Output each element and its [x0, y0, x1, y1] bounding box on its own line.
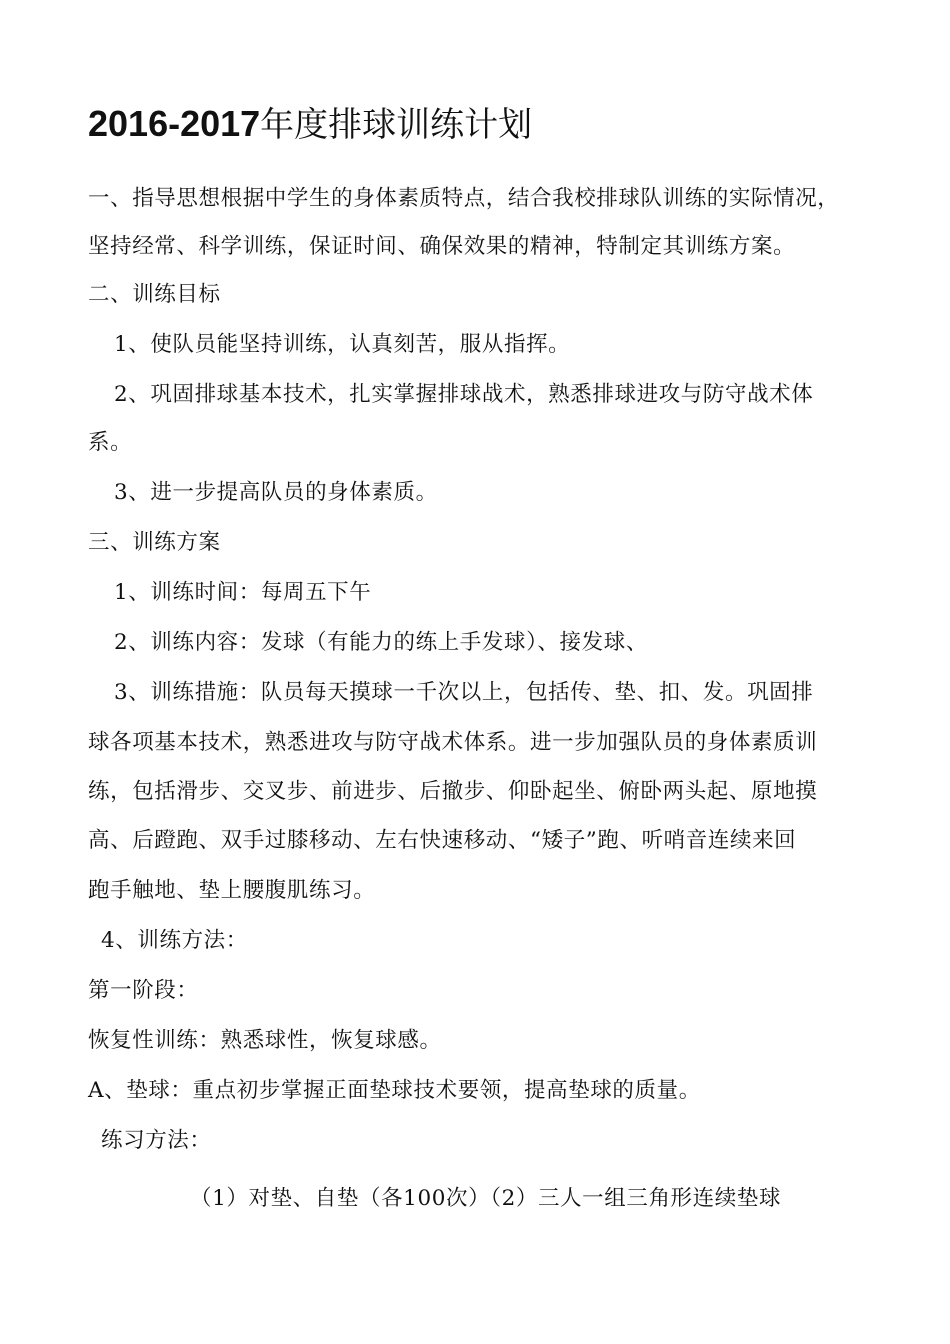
list-item: 2、巩固排球基本技术，扎实掌握排球战术，熟悉排球进攻与防守战术体: [114, 382, 814, 407]
paragraph-line: A、垫球：重点初步掌握正面垫球技术要领，提高垫球的质量。: [88, 1078, 701, 1103]
paragraph-line: 练，包括滑步、交叉步、前进步、后撤步、仰卧起坐、俯卧两头起、原地摸: [88, 779, 818, 804]
paragraph-line: （1）对垫、自垫（各100次）（2）三人一组三角形连续垫球: [190, 1186, 782, 1211]
title-text: 年度排球训练计划: [260, 105, 533, 145]
paragraph-line: 练习方法：: [101, 1128, 212, 1153]
paragraph-line: 高、后蹬跑、双手过膝移动、左右快速移动、“矮子”跑、听哨音连续来回: [88, 828, 797, 853]
section-heading: 三、训练方案: [88, 530, 221, 555]
paragraph-line: 一、指导思想根据中学生的身体素质特点，结合我校排球队训练的实际情况，: [88, 186, 840, 211]
list-item: 1、使队员能坚持训练，认真刻苦，服从指挥。: [114, 332, 571, 357]
paragraph-line: 第一阶段：: [88, 978, 199, 1003]
paragraph-line: 系。: [88, 430, 133, 455]
title-year: 2016-2017: [88, 103, 261, 144]
section-heading: 二、训练目标: [88, 282, 221, 307]
list-item: 1、训练时间：每周五下午: [114, 580, 372, 605]
paragraph-line: 恢复性训练：熟悉球性，恢复球感。: [88, 1028, 442, 1053]
list-item: 2、训练内容：发球（有能力的练上手发球）、接发球、: [114, 630, 648, 655]
list-item: 3、训练措施：队员每天摸球一千次以上，包括传、垫、扣、发。巩固排: [114, 680, 814, 705]
paragraph-line: 球各项基本技术，熟悉进攻与防守战术体系。进一步加强队员的身体素质训: [88, 730, 818, 755]
paragraph-line: 跑手触地、垫上腰腹肌练习。: [88, 878, 376, 903]
document-title: [88, 102, 532, 147]
list-item: 3、进一步提高队员的身体素质。: [114, 480, 438, 505]
list-item: 4、训练方法：: [101, 928, 248, 953]
paragraph-line: 坚持经常、科学训练，保证时间、确保效果的精神，特制定其训练方案。: [88, 234, 796, 259]
